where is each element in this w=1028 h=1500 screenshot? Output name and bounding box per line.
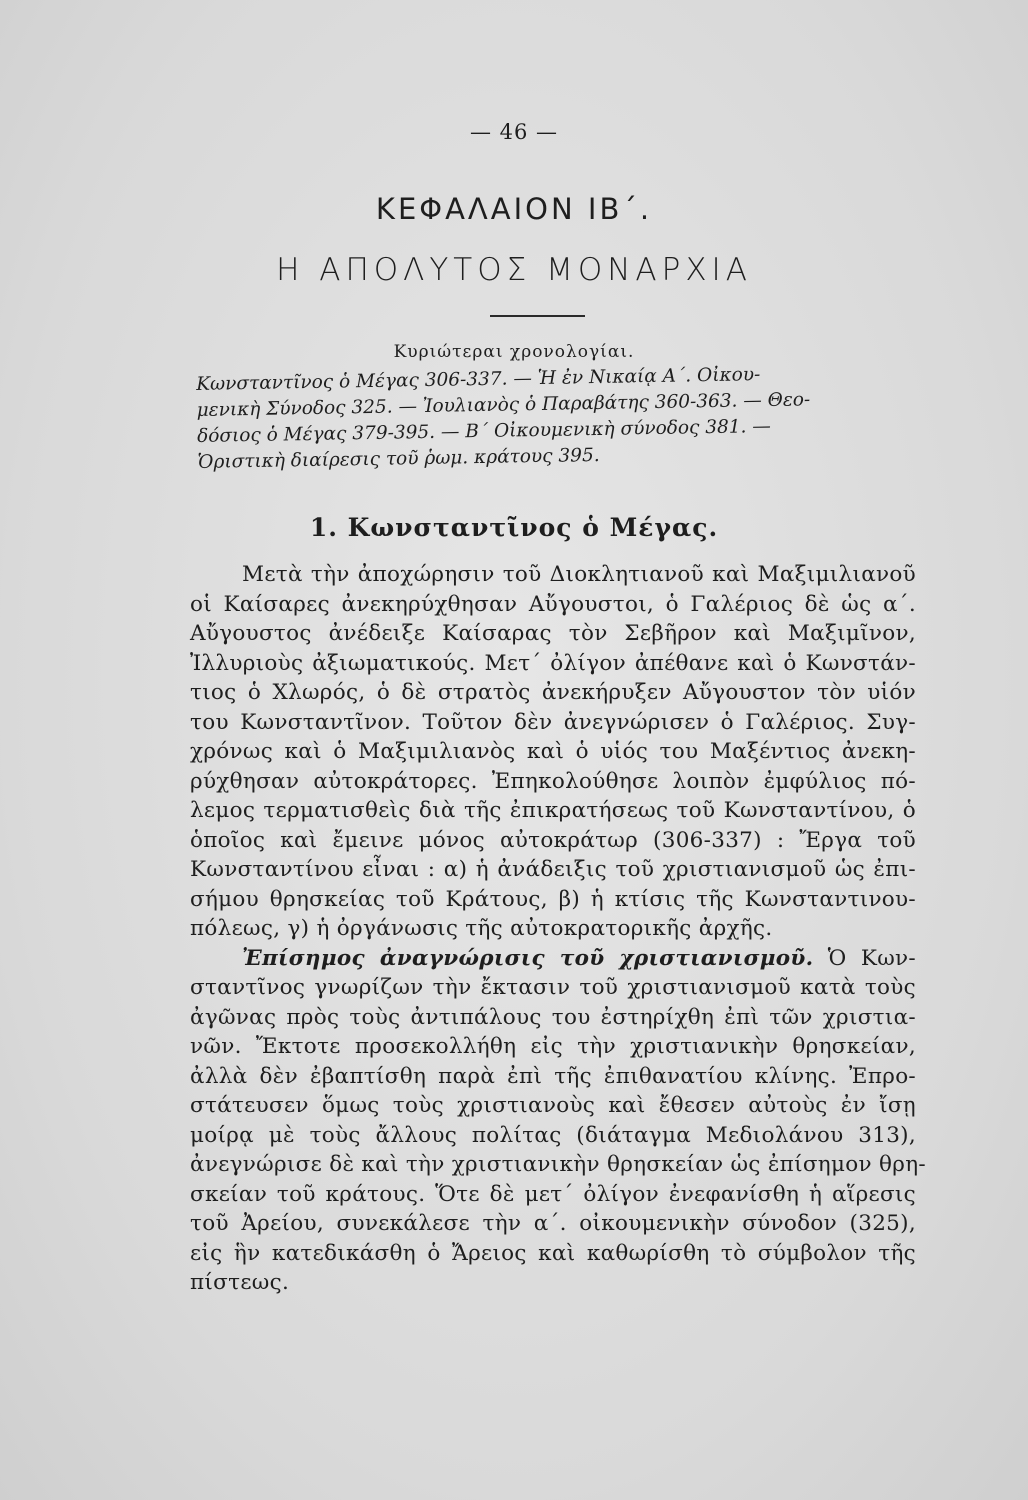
text-line <box>190 944 916 974</box>
text-line: Ἰλλυριοὺς ἀξιωματικούς. Μετ΄ ὀλίγον ἀπέθανε καὶ ὁ Κωνστάν- <box>190 650 916 676</box>
title-divider <box>490 315 585 317</box>
text-line: ἀλλὰ δὲν ἐβαπτίσθη παρὰ ἐπὶ τῆς ἐπιθανατίου κλίνης. Ἐπρο- <box>190 1063 916 1089</box>
text-line: Μετὰ τὴν ἀποχώρησιν τοῦ Διοκλητιανοῦ καὶ Μαξιμιλιανοῦ <box>242 562 916 587</box>
text-line: χρόνως καὶ ὁ Μαξιμιλιανὸς καὶ ὁ υἱός του Μαξέντιος ἀνεκη- <box>190 739 916 764</box>
chapter-title: Η ΑΠΟΛΥΤΟΣ ΜΟΝΑΡΧΙΑ <box>276 252 752 288</box>
chronology-line: Ὁριστικὴ διαίρεσις τοῦ ῥωμ. κράτους 395. <box>197 444 600 473</box>
page-number: — 46 — <box>469 120 559 144</box>
text-line: ἀγῶνας πρὸς τοὺς ἀντιπάλους του ἐστηρίχθη ἐπὶ τῶν χριστια- <box>190 1004 916 1030</box>
text-line: νῶν. Ἔκτοτε προσεκολλήθη εἰς τὴν χριστιανικὴν θρησκείαν, <box>190 1034 916 1059</box>
text-line: τοῦ Ἀρείου, συνεκάλεσε τὴν α΄. οἰκουμενικὴν σύνοδον (325), <box>190 1211 916 1236</box>
subsection-heading: Ἐπίσημος ἀναγνώρισις τοῦ χριστιανισμοῦ. <box>242 945 814 971</box>
chronology-block <box>196 359 930 476</box>
text-line: πίστεως. <box>190 1270 290 1295</box>
text-line: πόλεως, γ) ἡ ὀργάνωσις τῆς αὐτοκρατορικῆς ἀρχῆς. <box>190 916 773 941</box>
chronology-line: δόσιος ὁ Μέγας 379-395. — Β΄ Οἰκουμενικὴ σύνοδος 381. — <box>196 415 772 447</box>
text-line: ὁποῖος καὶ ἔμεινε μόνος αὐτοκράτωρ (306-337) : Ἔργα τοῦ <box>190 827 916 853</box>
chapter-label: ΚΕΦΑΛΑΙΟΝ ΙΒ΄. <box>375 192 653 226</box>
section-heading: 1. Κωνσταντῖνος ὁ Μέγας. <box>309 513 719 542</box>
text-line: τιος ὁ Χλωρός, ὁ δὲ στρατὸς ἀνεκήρυξεν Αὔγουστον τὸν υἱόν <box>190 680 916 705</box>
text-fragment: Ὁ Κων- <box>827 945 916 971</box>
text-line: ρύχθησαν αὐτοκράτορες. Ἐπηκολούθησε λοιπὸν ἐμφύλιος πό- <box>190 768 916 794</box>
text-line: εἰς ἣν κατεδικάσθη ὁ Ἄρειος καὶ καθωρίσθη τὸ σύμβολον τῆς <box>190 1240 916 1266</box>
text-line: μοίρᾳ μὲ τοὺς ἄλλους πολίτας (διάταγμα Μεδιολάνου 313), <box>190 1122 916 1148</box>
text-line: σκείαν τοῦ κράτους. Ὅτε δὲ μετ΄ ὀλίγον ἐνεφανίσθη ἡ αἵρεσις <box>190 1181 916 1207</box>
chronology-line: μενικὴ Σύνοδος 325. — Ἰουλιανὸς ὁ Παραβάτης 360-363. — Θεο- <box>196 389 811 421</box>
text-line: λεμος τερματισθεὶς διὰ τῆς ἐπικρατήσεως τοῦ Κωνσταντίνου, ὁ <box>190 798 916 823</box>
text-line: σήμου θρησκείας τοῦ Κράτους, β) ἡ κτίσις τῆς Κωνσταντινου- <box>190 886 916 912</box>
text-line: Κωνσταντίνου εἶναι : α) ἡ ἀνάδειξις τοῦ χριστιανισμοῦ ὡς ἐπι- <box>190 857 916 882</box>
chronology-heading: Κυριώτεραι χρονολογίαι. <box>393 342 635 362</box>
chronology-line: Κωνσταντῖνος ὁ Μέγας 306-337. — Ἡ ἐν Νικαίᾳ Α΄. Οἰκου- <box>196 364 761 395</box>
text-line: ἀνεγνώρισε δὲ καὶ τὴν χριστιανικὴν θρησκείαν ὡς ἐπίσημον θρη- <box>190 1152 926 1177</box>
text-line: στάτευσεν ὅμως τοὺς χριστιανοὺς καὶ ἔθεσεν αὐτοὺς ἐν ἴσῃ <box>190 1093 916 1118</box>
text-line: Αὔγουστος ἀνέδειξε Καίσαρας τὸν Σεβῆρον καὶ Μαξιμῖνον, <box>190 621 916 646</box>
text-line: του Κωνσταντῖνον. Τοῦτον δὲν ἀνεγνώρισεν ὁ Γαλέριος. Συγ- <box>190 709 916 735</box>
body-text <box>190 560 926 1298</box>
text-line: σταντῖνος γνωρίζων τὴν ἔκτασιν τοῦ χριστιανισμοῦ κατὰ τοὺς <box>190 975 916 1000</box>
text-line: οἱ Καίσαρες ἀνεκηρύχθησαν Αὔγουστοι, ὁ Γαλέριος δὲ ὡς α΄. <box>190 591 916 617</box>
